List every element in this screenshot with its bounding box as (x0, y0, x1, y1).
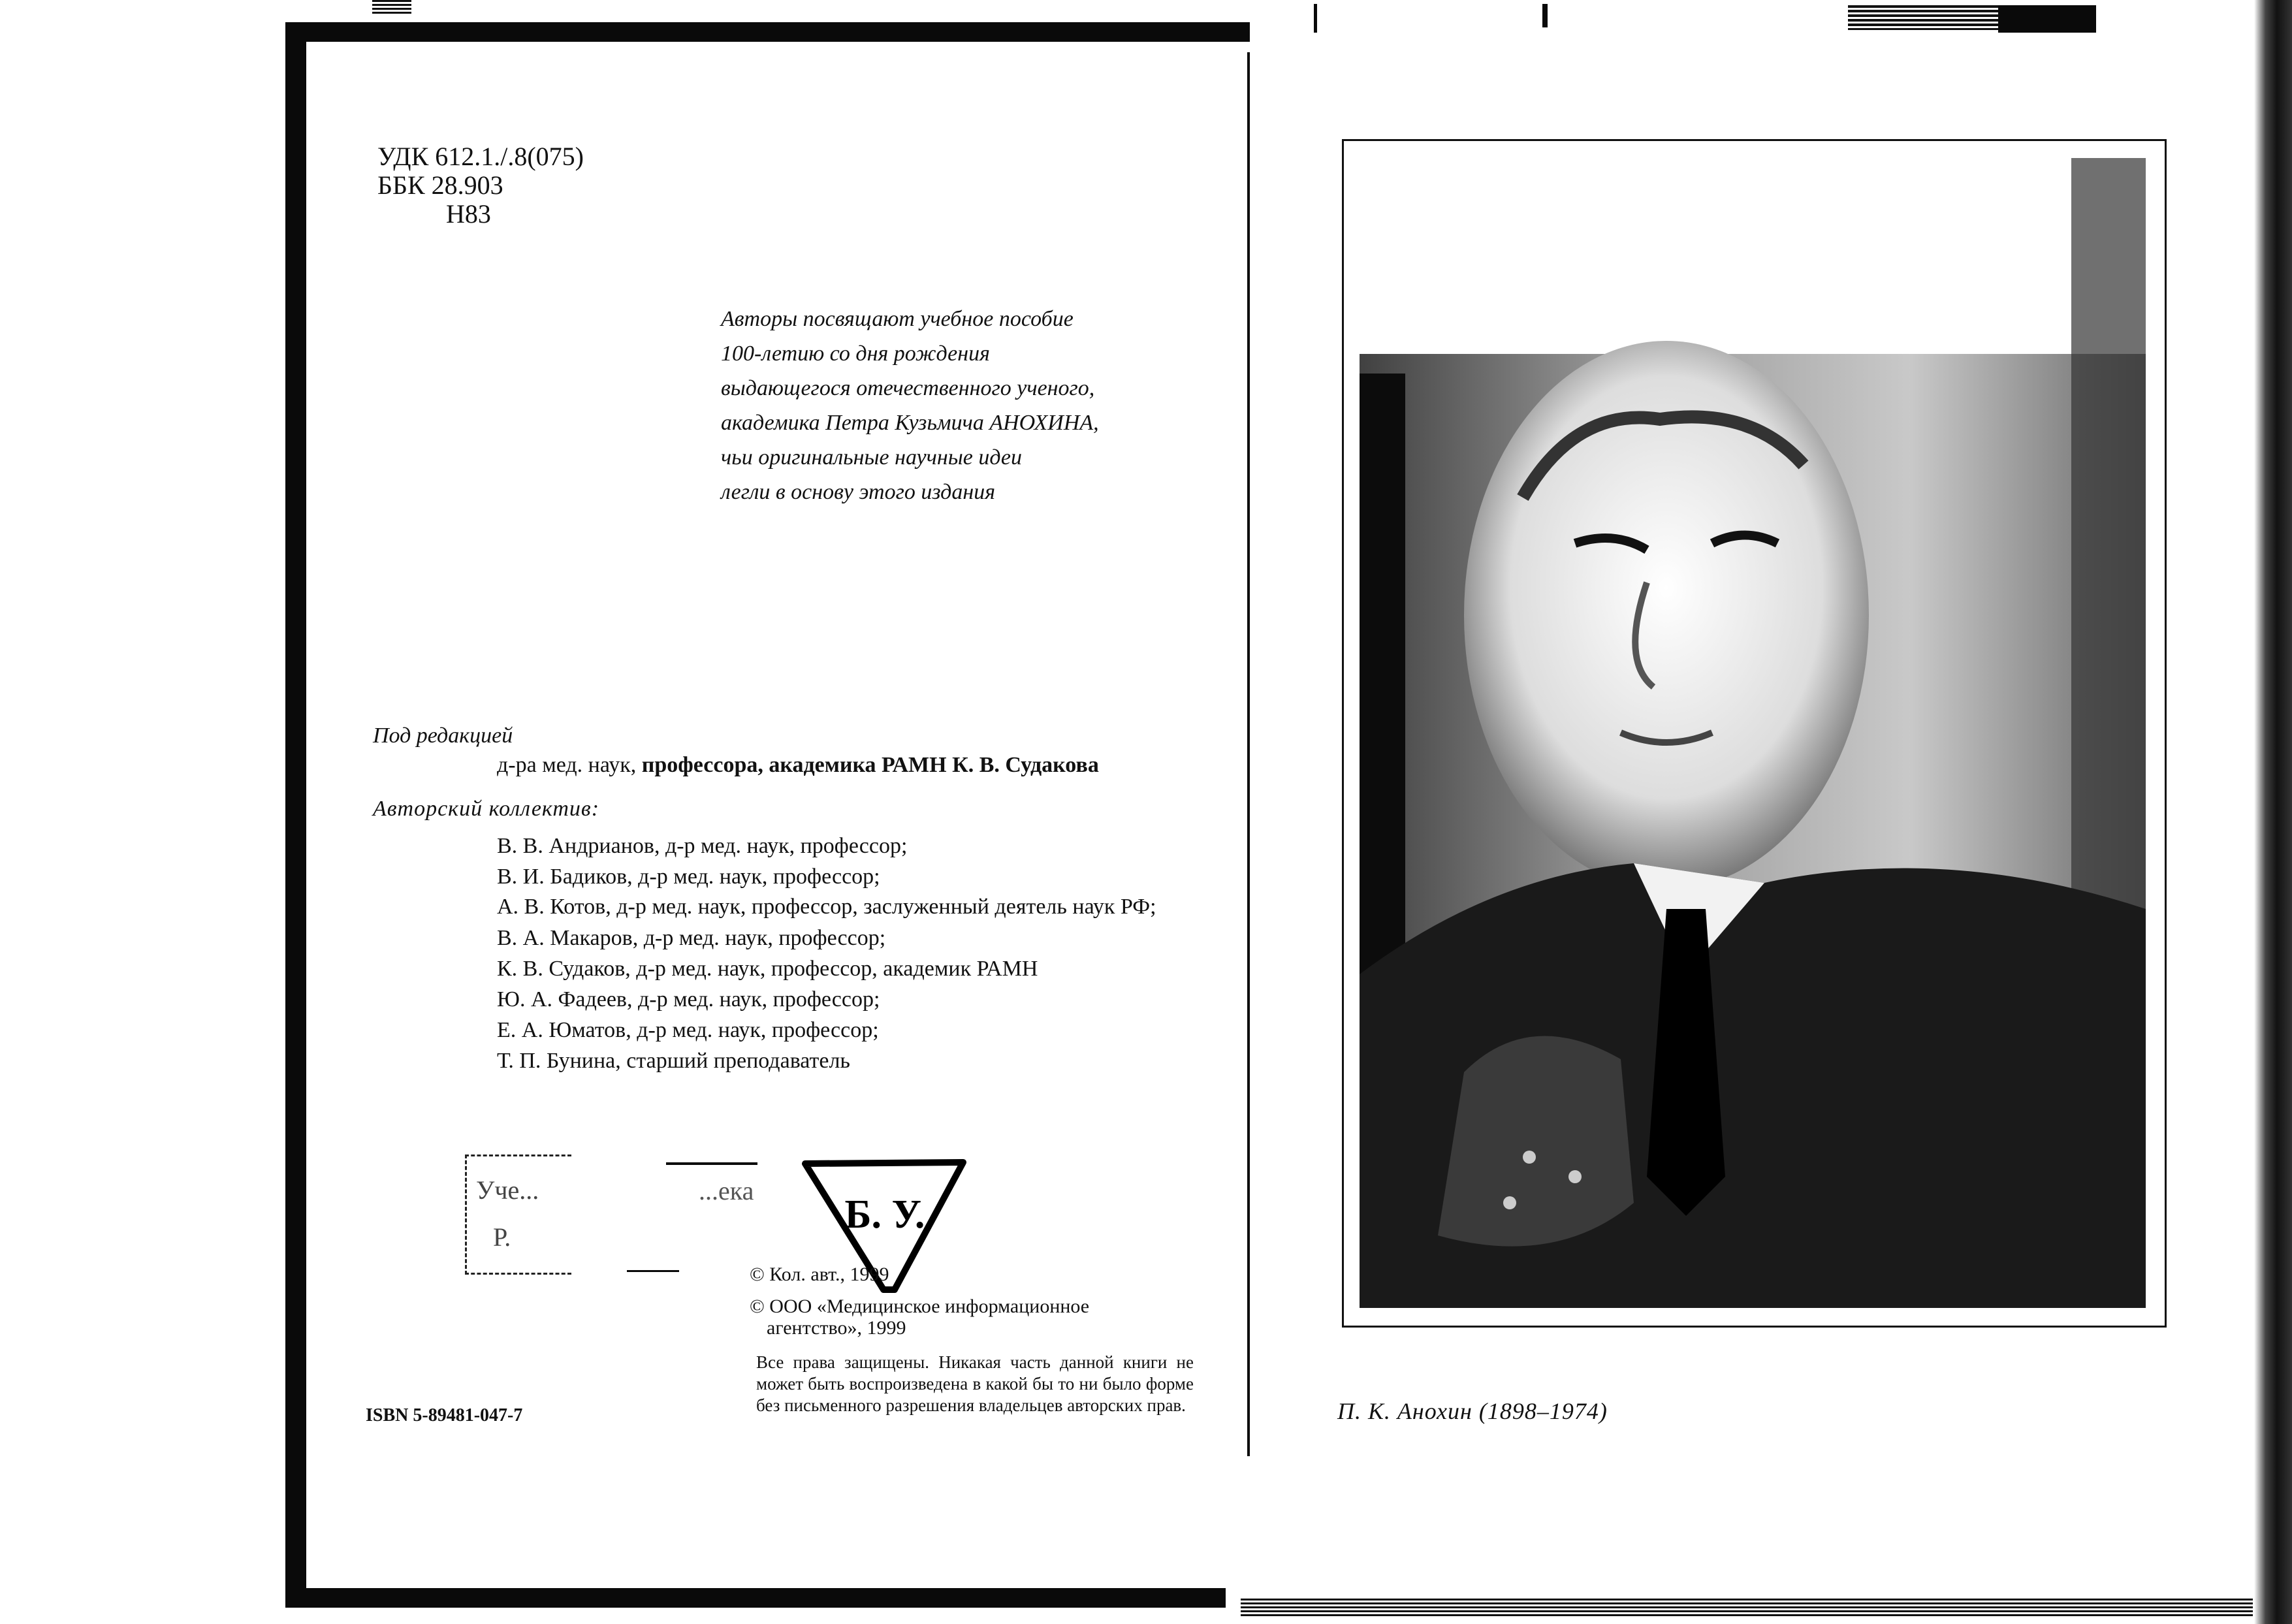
author-list (497, 831, 1209, 1076)
author-item: В. В. Андрианов, д-р мед. наук, профессор; (497, 834, 908, 858)
scan-mark-tick (1314, 4, 1317, 33)
scan-border-right (2254, 0, 2292, 1624)
scan-border-bottom (285, 1588, 1226, 1608)
library-stamp (465, 1154, 571, 1275)
collective-label: Авторский коллектив: (373, 797, 600, 821)
portrait-image (1360, 158, 2146, 1308)
copyright-line: © ООО «Медицинское информационное агентство», 1999 (750, 1296, 1090, 1339)
author-item: Т. П. Бунина, старший преподаватель (497, 1049, 850, 1073)
author-mark: Н83 (446, 199, 491, 229)
copyright-line: © Кол. авт., 1999 (750, 1264, 889, 1285)
dedication-line: академика Петра Кузьмича АНОХИНА, (721, 411, 1099, 435)
author-item: Ю. А. Фадеев, д-р мед. наук, профессор; (497, 987, 880, 1011)
scan-border-left (285, 22, 306, 1608)
stamp-line (666, 1162, 757, 1165)
dedication (721, 302, 1099, 509)
isbn: ISBN 5-89481-047-7 (366, 1405, 523, 1425)
author-item: Е. А. Юматов, д-р мед. наук, профессор; (497, 1018, 879, 1042)
editor-prefix: д-ра мед. наук, (497, 753, 637, 777)
dedication-line: легли в основу этого издания (721, 480, 996, 504)
scan-mark-top-block (1998, 5, 2096, 33)
editor-line (497, 753, 1099, 778)
author-item: К. В. Судаков, д-р мед. наук, профессор, академик РАМН (497, 957, 1038, 981)
author-item: А. В. Котов, д-р мед. наук, профессор, заслуженный деятель наук РФ; (497, 895, 1156, 919)
scan-mark-top-left (372, 0, 411, 14)
udk-code: УДК 612.1./.8(075) (377, 142, 584, 171)
stamp-text: ...ека (699, 1176, 754, 1205)
stamp-text: Уче... (476, 1175, 539, 1205)
bbk-code: ББК 28.903 (377, 170, 503, 200)
dedication-line: чьи оригинальные научные идеи (721, 445, 1023, 470)
stamp-text: Р. (493, 1222, 511, 1252)
dedication-line: Авторы посвящают учебное пособие (721, 307, 1074, 331)
rights-notice: Все права защищены. Никакая часть данной книги не может быть воспроизведена в какой бы то ни было форме без письменного разрешения владельцев авторских прав. (756, 1352, 1194, 1415)
scan-border-top (285, 22, 1250, 42)
page-divider-line (1247, 52, 1250, 1456)
stamp-letters: Б. У. (844, 1192, 925, 1237)
author-item: В. И. Бадиков, д-р мед. наук, профессор; (497, 865, 880, 889)
scan-mark-tick (1542, 4, 1548, 27)
scan-mark-bottom (1241, 1599, 2253, 1617)
editor-label: Под редакцией (373, 724, 513, 748)
portrait-caption: П. К. Анохин (1898–1974) (1337, 1398, 1608, 1424)
dedication-line: выдающегося отечественного ученого, (721, 376, 1095, 400)
dedication-line: 100-летию со дня рождения (721, 342, 990, 366)
portrait-photo (1360, 158, 2146, 1308)
copyright-block (750, 1264, 1220, 1339)
classification-codes (377, 142, 584, 229)
author-item: В. А. Макаров, д-р мед. наук, профессор; (497, 926, 886, 950)
stamp-line (627, 1270, 679, 1272)
editor-name: профессора, академика РАМН К. В. Судакова (641, 753, 1099, 777)
